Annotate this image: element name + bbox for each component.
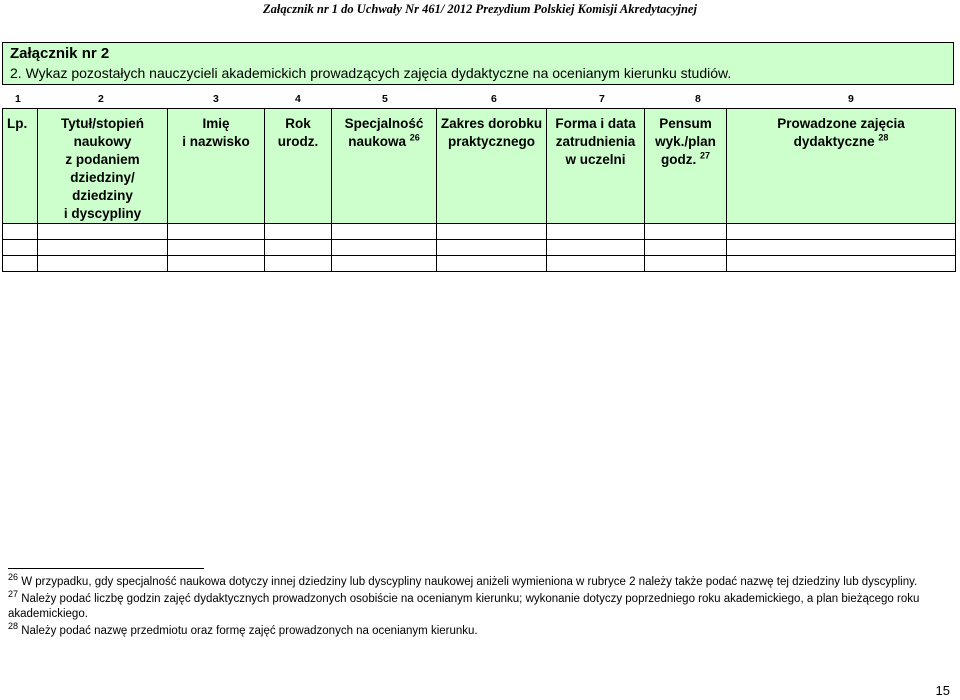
column-header-line: naukowa xyxy=(348,134,406,149)
page-number: 15 xyxy=(935,683,950,698)
column-number: 8 xyxy=(695,93,701,105)
footnote-number: 27 xyxy=(8,589,19,600)
column-header-line: dydaktyczne xyxy=(793,134,875,149)
table-cell xyxy=(547,240,645,256)
column-header-line: Prowadzone zajęcia xyxy=(777,116,905,131)
column-header-line: naukowy xyxy=(73,134,132,149)
table-cell xyxy=(645,224,727,240)
column-number: 5 xyxy=(382,93,388,105)
table-cell xyxy=(547,224,645,240)
column-header-line: Tytuł/stopień xyxy=(61,116,144,131)
column-number: 9 xyxy=(848,93,854,105)
list-title: 2. Wykaz pozostałych nauczycieli akademickich prowadzących zajęcia dydaktyczne na ocenianym kierunku studiów. xyxy=(10,65,732,81)
annex-title: Załącznik nr 2 xyxy=(10,45,110,62)
teachers-table xyxy=(2,108,956,272)
column-header-line: Rok xyxy=(285,116,311,131)
table-cell xyxy=(727,256,956,272)
column-header-line: praktycznego xyxy=(447,134,536,149)
table-body xyxy=(3,224,956,272)
column-header xyxy=(645,109,727,224)
table-cell xyxy=(265,256,332,272)
column-header-line: Pensum xyxy=(659,116,712,131)
table-cell xyxy=(3,256,38,272)
column-number: 6 xyxy=(491,93,497,105)
table-cell xyxy=(168,240,265,256)
table-cell xyxy=(547,256,645,272)
table-cell xyxy=(645,240,727,256)
table-row xyxy=(3,224,956,240)
footnote xyxy=(8,572,953,590)
footnote xyxy=(8,589,953,622)
footnote-number: 26 xyxy=(8,572,19,583)
column-header-line: dziedziny/ xyxy=(70,170,135,185)
footnote xyxy=(8,621,953,639)
footnote-ref: 26 xyxy=(409,132,420,143)
table-cell xyxy=(332,256,437,272)
column-number: 2 xyxy=(98,93,104,105)
footnote-text: Należy podać liczbę godzin zajęć dydaktycznych prowadzonych osobiście na ocenianym kierunku; wykonanie dotyczy poprzedniego roku akademickiego, a plan bieżącego roku akademickiego. xyxy=(8,593,920,620)
table-cell xyxy=(265,224,332,240)
footnote-separator xyxy=(8,568,204,569)
column-header-line: i dyscypliny xyxy=(63,206,142,221)
column-header-line: dziedziny xyxy=(72,188,133,203)
table-cell xyxy=(38,224,168,240)
table-row xyxy=(3,240,956,256)
column-header-line: Imię xyxy=(202,116,230,131)
table-cell xyxy=(332,240,437,256)
column-header-line: zatrudnienia xyxy=(555,134,636,149)
table-cell xyxy=(727,224,956,240)
column-header-line: godz. xyxy=(660,152,697,167)
footnote-number: 28 xyxy=(8,621,19,632)
column-header-line: Zakres dorobku xyxy=(440,116,543,131)
table-header-row xyxy=(3,109,956,224)
column-header-line: i nazwisko xyxy=(182,134,250,149)
column-header xyxy=(3,109,38,224)
table-cell xyxy=(437,240,547,256)
column-number-row xyxy=(0,93,960,107)
column-header-line: Lp. xyxy=(7,116,28,131)
column-header-line: Forma i data xyxy=(555,116,636,131)
table-cell xyxy=(168,256,265,272)
table-cell xyxy=(437,256,547,272)
footnote-text: W przypadku, gdy specjalność naukowa dotyczy innej dziedziny lub dyscypliny naukowej aniżeli wymieniona w rubryce 2 należy także podać nazwę tej dziedziny lub dyscypliny. xyxy=(18,576,918,588)
table-cell xyxy=(645,256,727,272)
column-header-line: urodz. xyxy=(277,134,319,149)
footnotes xyxy=(8,572,953,641)
column-header-line: Specjalność xyxy=(344,116,424,131)
column-header xyxy=(265,109,332,224)
document-header: Załącznik nr 1 do Uchwały Nr 461/ 2012 Prezydium Polskiej Komisji Akredytacyjnej xyxy=(263,2,697,16)
column-number: 3 xyxy=(213,93,219,105)
footnote-text: Należy podać nazwę przedmiotu oraz formę zajęć prowadzonych na ocenianym kierunku. xyxy=(18,625,478,637)
table-cell xyxy=(168,224,265,240)
column-number: 7 xyxy=(599,93,605,105)
table-cell xyxy=(3,224,38,240)
table-cell xyxy=(265,240,332,256)
footnote-ref: 27 xyxy=(700,150,711,161)
column-header xyxy=(38,109,168,224)
table-cell xyxy=(38,256,168,272)
column-number: 1 xyxy=(15,93,21,105)
table-cell xyxy=(437,224,547,240)
column-header xyxy=(437,109,547,224)
table-cell xyxy=(727,240,956,256)
column-header xyxy=(168,109,265,224)
column-header xyxy=(727,109,956,224)
column-header xyxy=(332,109,437,224)
column-header-line: wyk./plan xyxy=(655,134,716,149)
table-cell xyxy=(38,240,168,256)
table-row xyxy=(3,256,956,272)
table-cell xyxy=(3,240,38,256)
column-header-line: w uczelni xyxy=(565,152,626,167)
column-header-line: z podaniem xyxy=(65,152,140,167)
footnote-ref: 28 xyxy=(878,132,889,143)
column-header xyxy=(547,109,645,224)
column-number: 4 xyxy=(295,93,301,105)
table-cell xyxy=(332,224,437,240)
